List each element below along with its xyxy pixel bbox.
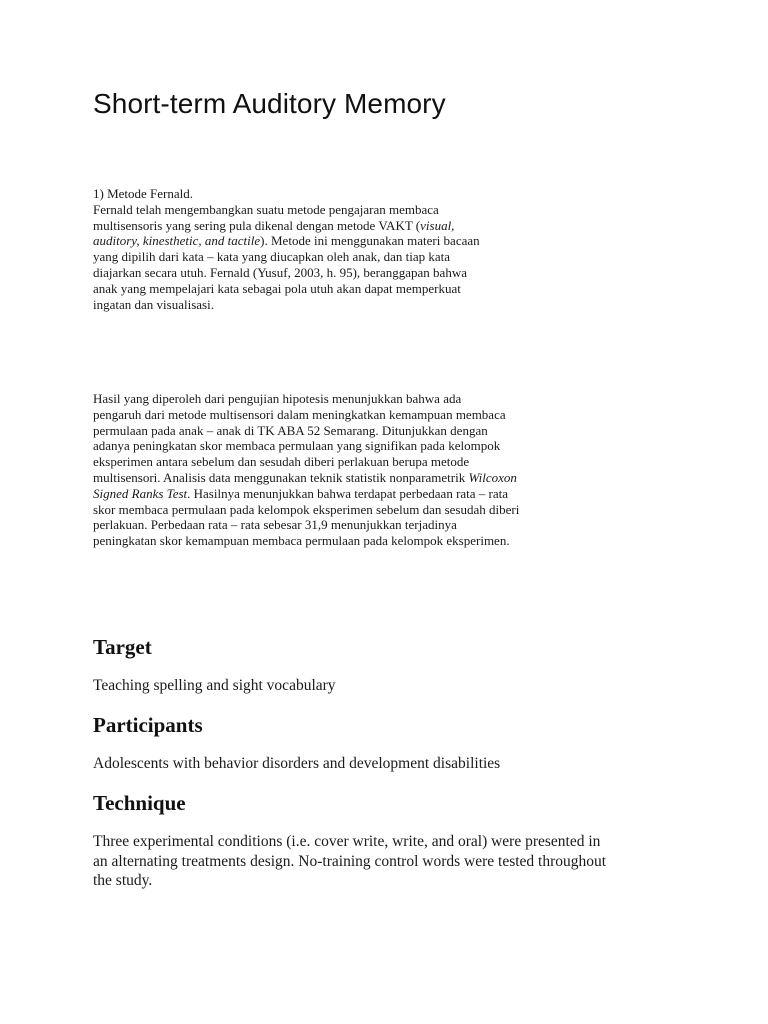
section-text-participants [93,754,500,774]
text-line: Teaching spelling and sight vocabulary [93,677,336,694]
text-line: Hasil yang diperoleh dari pengujian hipotesis menunjukkan bahwa ada [93,391,462,406]
text-line: Adolescents with behavior disorders and development disabilities [93,755,501,772]
text-span: multisensori. Analisis data menggunakan teknik statistik nonparametrik [93,469,469,485]
hypothesis-results-paragraph [93,391,519,549]
text-span: multisensoris yang sering pula dikenal dengan metode VAKT ( [93,217,421,233]
text-line: perlakuan. Perbedaan rata – rata sebesar 31,9 menunjukkan terjadinya [93,517,457,533]
text-line: yang dipilih dari kata – kata yang diucapkan oleh anak, dan tiap kata [93,249,451,265]
italic-text: auditory, kinesthetic, and tactile [93,233,261,249]
section-heading-target: Target [93,635,152,659]
section-heading-technique: Technique [93,791,186,815]
text-line [93,486,519,502]
italic-text: Wilcoxon [468,469,517,485]
text-line: the study. [93,872,153,889]
text-line: permulaan pada anak – anak di TK ABA 52 Semarang. Ditunjukkan dengan [93,422,488,438]
text-line: ingatan dan visualisasi. [93,296,214,312]
italic-text: visual, [420,217,455,233]
document-title: Short-term Auditory Memory [93,88,446,119]
section-text-target [93,676,336,696]
text-line: anak yang mempelajari kata sebagai pola utuh akan dapat memperkuat [93,280,461,296]
text-line [93,233,480,249]
text-line: eksperimen antara sebelum dan sesudah diberi perlakuan berupa metode [93,454,470,470]
text-line: pengaruh dari metode multisensori dalam meningkatkan kemampuan membaca [93,406,506,422]
text-line: Three experimental conditions (i.e. cover write, write, and oral) were presented in [93,833,601,850]
text-line: peningkatan skor kemampuan membaca permulaan pada kelompok eksperimen. [93,533,510,549]
text-line: diajarkan secara utuh. Fernald (Yusuf, 2003, h. 95), beranggapan bahwa [93,264,467,280]
text-line [93,470,519,486]
text-span: ). Metode ini menggunakan materi bacaan [260,233,480,249]
fernald-method-paragraph [93,186,480,312]
section-text-technique [93,832,606,891]
text-line [93,218,480,234]
italic-text: Signed Ranks Test [93,485,188,501]
text-line: Fernald telah mengembangkan suatu metode pengajaran membaca [93,201,439,217]
text-line: 1) Metode Fernald. [93,186,194,201]
text-span: . Hasilnya menunjukkan bahwa terdapat perbedaan rata – rata [187,485,509,501]
text-line: skor membaca permulaan pada kelompok eksperimen sebelum dan sesudah diberi [93,501,520,517]
text-line: adanya peningkatan skor membaca permulaan yang signifikan pada kelompok [93,438,501,454]
section-heading-participants: Participants [93,713,203,737]
text-line: an alternating treatments design. No-training control words were tested throughout [93,852,607,870]
